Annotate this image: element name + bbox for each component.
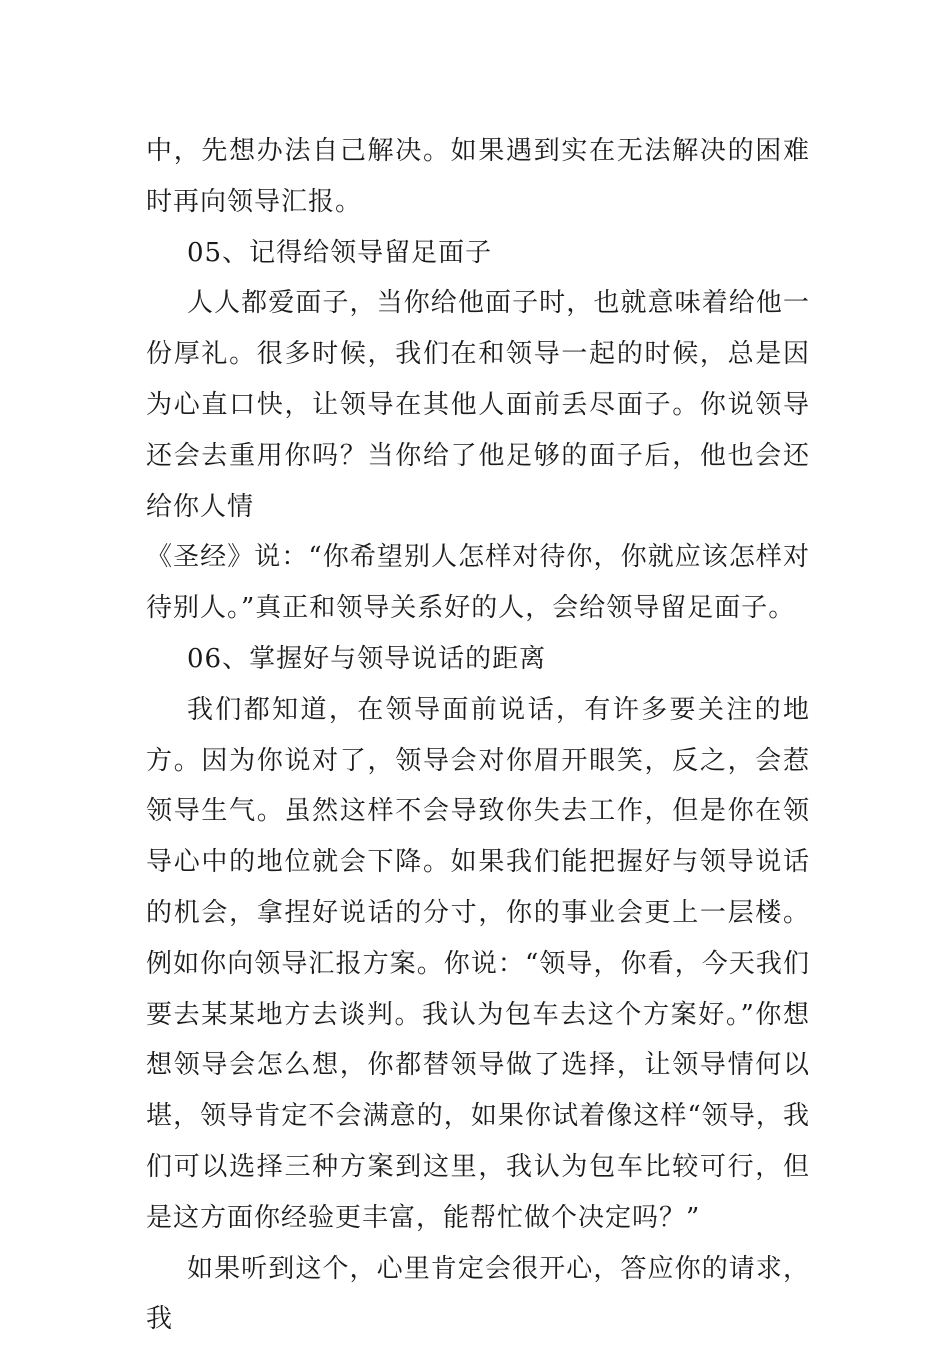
section-heading-05: 05、记得给领导留足面子	[187, 237, 493, 268]
section-heading-06: 06、掌握好与领导说话的距离	[187, 643, 547, 674]
paragraph-continuation: 中，先想办法自己解决。如果遇到实在无法解决的困难时再向领导汇报。	[146, 136, 810, 217]
body-text	[146, 126, 810, 1345]
paragraph: 我们都知道，在领导面前说话，有许多要关注的地方。因为你说对了，领导会对你眉开眼笑，反之，会惹领导生气。虽然这样不会导致你失去工作，但是你在领导心中的地位就会下降。如果我们能把握好与领导说话的机会，拿捏好说话的分寸，你的事业会更上一层楼。例如你向领导汇报方案。你说：“领导，你看，今天我们要去某某地方去谈判。我认为包车去这个方案好。”你想想领导会怎么想，你都替领导做了选择，让领导情何以堪，领导肯定不会满意的，如果你试着像这样“领导，我们可以选择三种方案到这里，我认为包车比较可行，但是这方面你经验更丰富，能帮忙做个决定吗？”	[146, 694, 810, 1233]
paragraph: 《圣经》说：“你希望别人怎样对待你，你就应该怎样对待别人。”真正和领导关系好的人，会给领导留足面子。	[146, 542, 810, 624]
paragraph: 如果听到这个，心里肯定会很开心，答应你的请求，我	[146, 1253, 810, 1335]
paragraph: 人人都爱面子，当你给他面子时，也就意味着给他一份厚礼。很多时候，我们在和领导一起的时候，总是因为心直口快，让领导在其他人面前丢尽面子。你说领导还会去重用你吗？当你给了他足够的面子后，他也会还给你人情	[146, 288, 810, 522]
